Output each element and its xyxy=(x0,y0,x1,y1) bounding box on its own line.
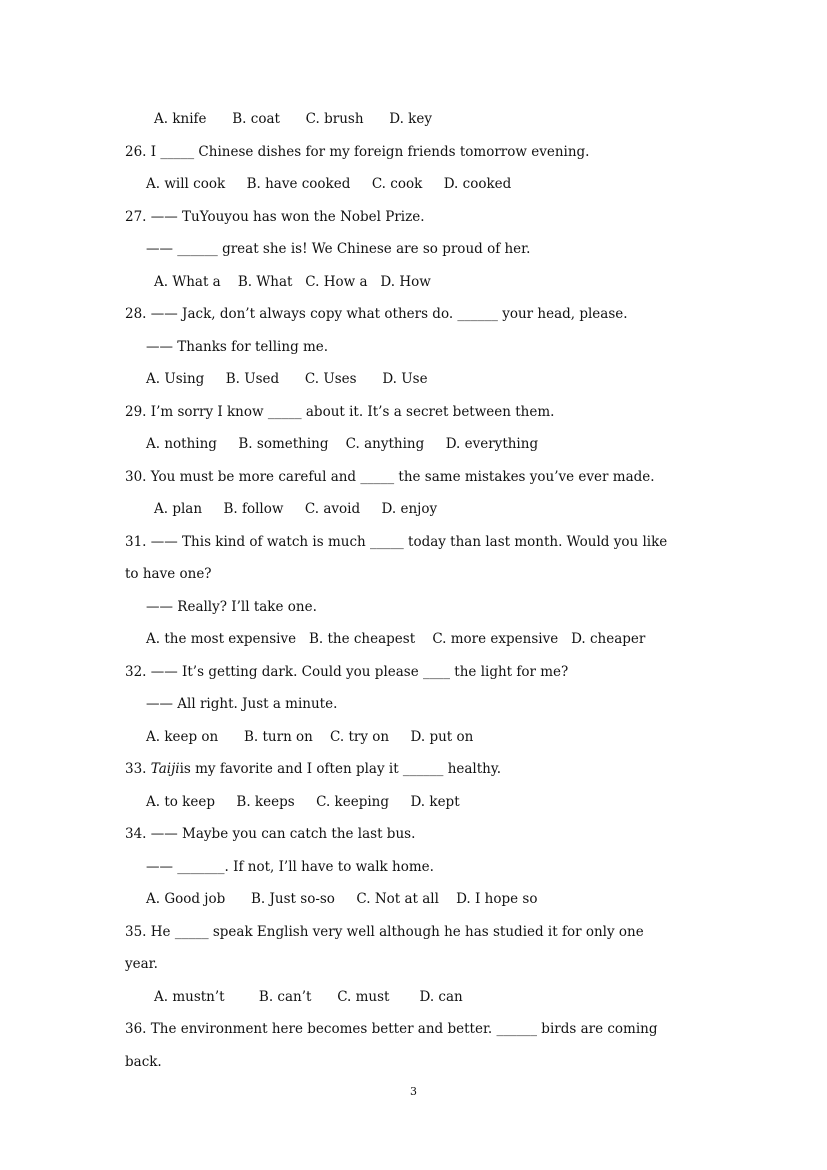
q33-question xyxy=(125,760,501,778)
q32-reply: —— All right. Just a minute. xyxy=(146,696,338,712)
q26-question: 26. I _____ Chinese dishes for my foreign friends tomorrow evening. xyxy=(125,144,590,160)
q31-question: 31. —— This kind of watch is much _____ today than last month. Would you like xyxy=(125,534,668,550)
q27-options: A. What a B. What C. How a D. How xyxy=(154,274,431,290)
q29-options: A. nothing B. something C. anything D. everything xyxy=(146,436,539,452)
q29-question: 29. I’m sorry I know _____ about it. It’s a secret between them. xyxy=(125,404,555,420)
q35-question: 35. He _____ speak English very well although he has studied it for only one xyxy=(125,924,644,940)
q34-options: A. Good job B. Just so-so C. Not at all D. I hope so xyxy=(146,891,538,907)
q27-question: 27. —— TuYouyou has won the Nobel Prize. xyxy=(125,209,425,225)
q34-question: 34. —— Maybe you can catch the last bus. xyxy=(125,826,416,842)
q36-question-cont: back. xyxy=(125,1054,162,1070)
q28-question: 28. —— Jack, don’t always copy what others do. ______ your head, please. xyxy=(125,306,628,322)
q31-question-cont: to have one? xyxy=(125,566,212,582)
q36-question: 36. The environment here becomes better and better. ______ birds are coming xyxy=(125,1021,658,1037)
q31-options: A. the most expensive B. the cheapest C. more expensive D. cheaper xyxy=(146,631,646,647)
page-number: 3 xyxy=(410,1085,417,1098)
q33-italic-word: Taiji xyxy=(150,761,180,777)
q25-options: A. knife B. coat C. brush D. key xyxy=(154,111,432,127)
q35-options: A. mustn’t B. can’t C. must D. can xyxy=(154,989,463,1005)
q32-options: A. keep on B. turn on C. try on D. put on xyxy=(146,729,474,745)
q32-question: 32. —— It’s getting dark. Could you please ____ the light for me? xyxy=(125,664,569,680)
q35-question-cont: year. xyxy=(125,956,158,972)
q33-number: 33. xyxy=(125,761,151,777)
q33-text: is my favorite and I often play it ______ healthy. xyxy=(179,761,501,777)
q30-question: 30. You must be more careful and _____ the same mistakes you’ve ever made. xyxy=(125,469,655,485)
q28-options: A. Using B. Used C. Uses D. Use xyxy=(146,371,428,387)
q33-options: A. to keep B. keeps C. keeping D. kept xyxy=(146,794,460,810)
q27-reply: —— ______ great she is! We Chinese are so proud of her. xyxy=(146,241,531,257)
q31-reply: —— Really? I’ll take one. xyxy=(146,599,317,615)
q34-reply: —— _______. If not, I’ll have to walk home. xyxy=(146,859,434,875)
q26-options: A. will cook B. have cooked C. cook D. cooked xyxy=(146,176,512,192)
q28-reply: —— Thanks for telling me. xyxy=(146,339,329,355)
q30-options: A. plan B. follow C. avoid D. enjoy xyxy=(154,501,438,517)
